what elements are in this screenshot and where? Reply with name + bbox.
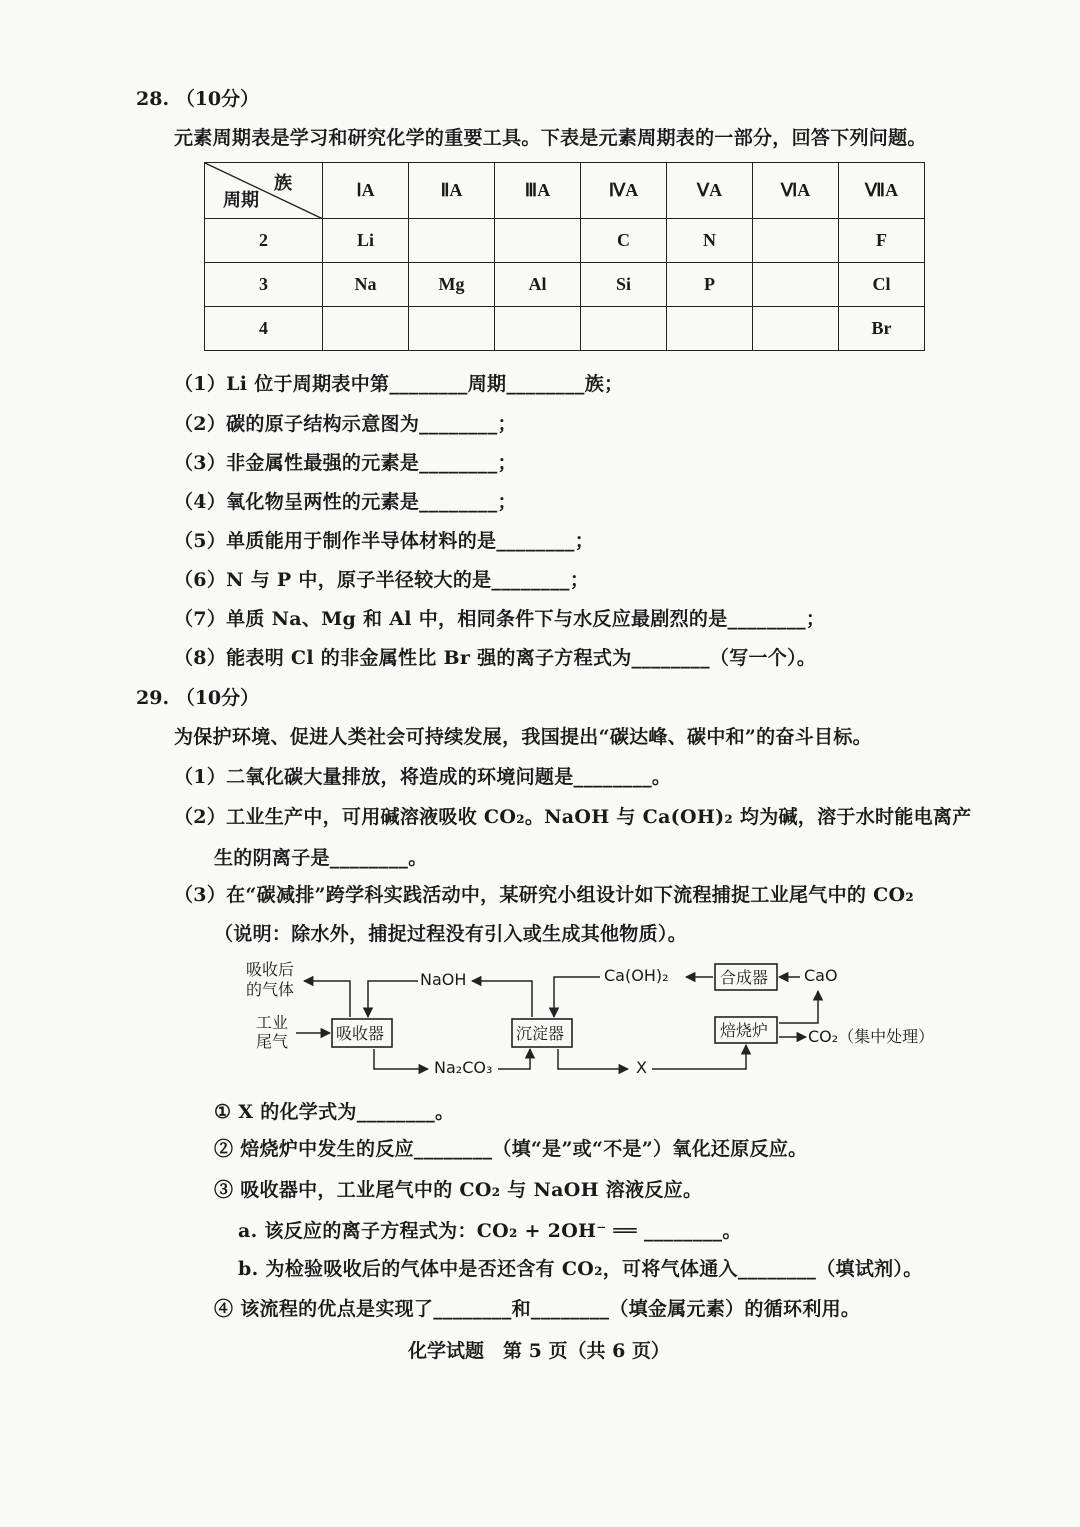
q28-header <box>136 84 259 111</box>
q28-question-5: （5）单质能用于制作半导体材料的是________； <box>174 530 595 552</box>
group-header: ⅡA <box>409 163 495 219</box>
periodic-table <box>204 162 925 351</box>
group-header: ⅢA <box>495 163 581 219</box>
q28-question-4: （4）氧化物呈两性的元素是________； <box>174 491 517 513</box>
absorbed-gas-arrow <box>304 981 350 1017</box>
corner-period-label: 周期 <box>223 190 259 210</box>
element-cell <box>495 307 581 351</box>
q29-score: （10分） <box>175 687 260 709</box>
table-row <box>205 219 925 263</box>
q29-part-2-line-1: （2）工业生产中，可用碱溶液吸收 CO₂。NaOH 与 Ca(OH)₂ 均为碱，溶于水时能电离产 <box>174 806 972 828</box>
table-corner-cell <box>205 163 323 219</box>
q29-part-3-line-1: （3）在“碳减排”跨学科实践活动中，某研究小组设计如下流程捕捉工业尾气中的 CO₂ <box>174 884 914 906</box>
caoh2-label: Ca(OH)₂ <box>604 966 669 985</box>
q28-question-7: （7）单质 Na、Mg 和 Al 中，相同条件下与水反应最剧烈的是________； <box>174 608 826 630</box>
group-header: ⅣA <box>581 163 667 219</box>
element-cell: F <box>839 219 925 263</box>
element-cell: N <box>667 219 753 263</box>
table-row <box>205 263 925 307</box>
q29-header <box>136 683 259 710</box>
absorbed-gas-label-2: 的气体 <box>246 980 295 999</box>
element-cell: Br <box>839 307 925 351</box>
caoh2-arrow-down <box>554 977 600 1017</box>
na2co3-label: Na₂CO₃ <box>434 1058 493 1077</box>
group-header: ⅦA <box>839 163 925 219</box>
synthesizer-label: 合成器 <box>720 968 769 987</box>
kiln-label: 焙烧炉 <box>720 1021 769 1040</box>
tail-gas-label-2: 尾气 <box>256 1032 289 1051</box>
q29-intro: 为保护环境、促进人类社会可持续发展，我国提出“碳达峰、碳中和”的奋斗目标。 <box>174 726 872 748</box>
element-cell <box>753 219 839 263</box>
element-cell <box>495 219 581 263</box>
group-header: ⅠA <box>323 163 409 219</box>
element-cell: Na <box>323 263 409 307</box>
q29-sub-1: ① X 的化学式为________。 <box>214 1101 455 1123</box>
element-cell: C <box>581 219 667 263</box>
group-header: ⅤA <box>667 163 753 219</box>
element-cell <box>409 307 495 351</box>
q28-score: （10分） <box>175 88 260 110</box>
naoh-arrow-left <box>472 981 532 1017</box>
period-cell: 3 <box>205 263 323 307</box>
element-cell <box>753 307 839 351</box>
table-row <box>205 307 925 351</box>
q29-sub-4: ④ 该流程的优点是实现了________和________（填金属元素）的循环利用。 <box>214 1298 861 1320</box>
element-cell: Al <box>495 263 581 307</box>
q29-sub-3: ③ 吸收器中，工业尾气中的 CO₂ 与 NaOH 溶液反应。 <box>214 1179 703 1201</box>
q29-part-2-line-2: 生的阴离子是________。 <box>214 847 428 869</box>
q29-number: 29. <box>136 687 170 709</box>
element-cell: Cl <box>839 263 925 307</box>
q28-question-1: （1）Li 位于周期表中第________周期________族； <box>174 373 624 395</box>
table-header-row <box>205 163 925 219</box>
q28-question-2: （2）碳的原子结构示意图为________； <box>174 413 517 435</box>
element-cell: P <box>667 263 753 307</box>
x-arrow <box>558 1049 628 1069</box>
q29-part-3-line-2: （说明：除水外，捕捉过程没有引入或生成其他物质）。 <box>214 923 688 945</box>
element-cell: Mg <box>409 263 495 307</box>
naoh-label: NaOH <box>420 970 467 989</box>
element-cell <box>667 307 753 351</box>
corner-group-label: 族 <box>274 173 292 193</box>
na2co3-to-precipitator-arrow <box>498 1049 530 1069</box>
q29-sub-3a: a. 该反应的离子方程式为：CO₂ + 2OH⁻ ══ ________。 <box>238 1220 742 1242</box>
element-cell <box>323 307 409 351</box>
q28-question-8: （8）能表明 Cl 的非金属性比 Br 强的离子方程式为________（写一个）。 <box>174 647 817 669</box>
element-cell <box>581 307 667 351</box>
x-label: X <box>636 1058 647 1077</box>
q28-question-3: （3）非金属性最强的元素是________； <box>174 452 517 474</box>
group-header: ⅥA <box>753 163 839 219</box>
co2-out-label: CO₂（集中处理） <box>808 1027 935 1046</box>
period-cell: 4 <box>205 307 323 351</box>
absorber-label: 吸收器 <box>336 1024 385 1043</box>
q28-intro: 元素周期表是学习和研究化学的重要工具。下表是元素周期表的一部分，回答下列问题。 <box>174 127 927 149</box>
element-cell: Si <box>581 263 667 307</box>
element-cell: Li <box>323 219 409 263</box>
q29-sub-3b: b. 为检验吸收后的气体中是否还含有 CO₂，可将气体通入________（填试剂）。 <box>238 1258 923 1280</box>
process-flow-diagram <box>238 955 958 1085</box>
q28-number: 28. <box>136 88 170 110</box>
q28-question-6: （6）N 与 P 中，原子半径较大的是________； <box>174 569 590 591</box>
cao-label: CaO <box>804 966 838 985</box>
na2co3-arrow <box>374 1049 428 1069</box>
element-cell <box>753 263 839 307</box>
x-to-kiln-arrow <box>652 1045 746 1069</box>
q29-part-1: （1）二氧化碳大量排放，将造成的环境问题是________。 <box>174 766 672 788</box>
element-cell <box>409 219 495 263</box>
tail-gas-label-1: 工业 <box>256 1013 289 1032</box>
naoh-arrow-down <box>368 981 418 1017</box>
period-cell: 2 <box>205 219 323 263</box>
kiln-to-cao-arrow <box>779 991 818 1023</box>
page-footer: 化学试题 第 5 页（共 6 页） <box>408 1340 670 1362</box>
absorbed-gas-label-1: 吸收后 <box>246 960 295 979</box>
q29-sub-2: ② 焙烧炉中发生的反应________（填“是”或“不是”）氧化还原反应。 <box>214 1138 808 1160</box>
precipitator-label: 沉淀器 <box>516 1024 565 1043</box>
